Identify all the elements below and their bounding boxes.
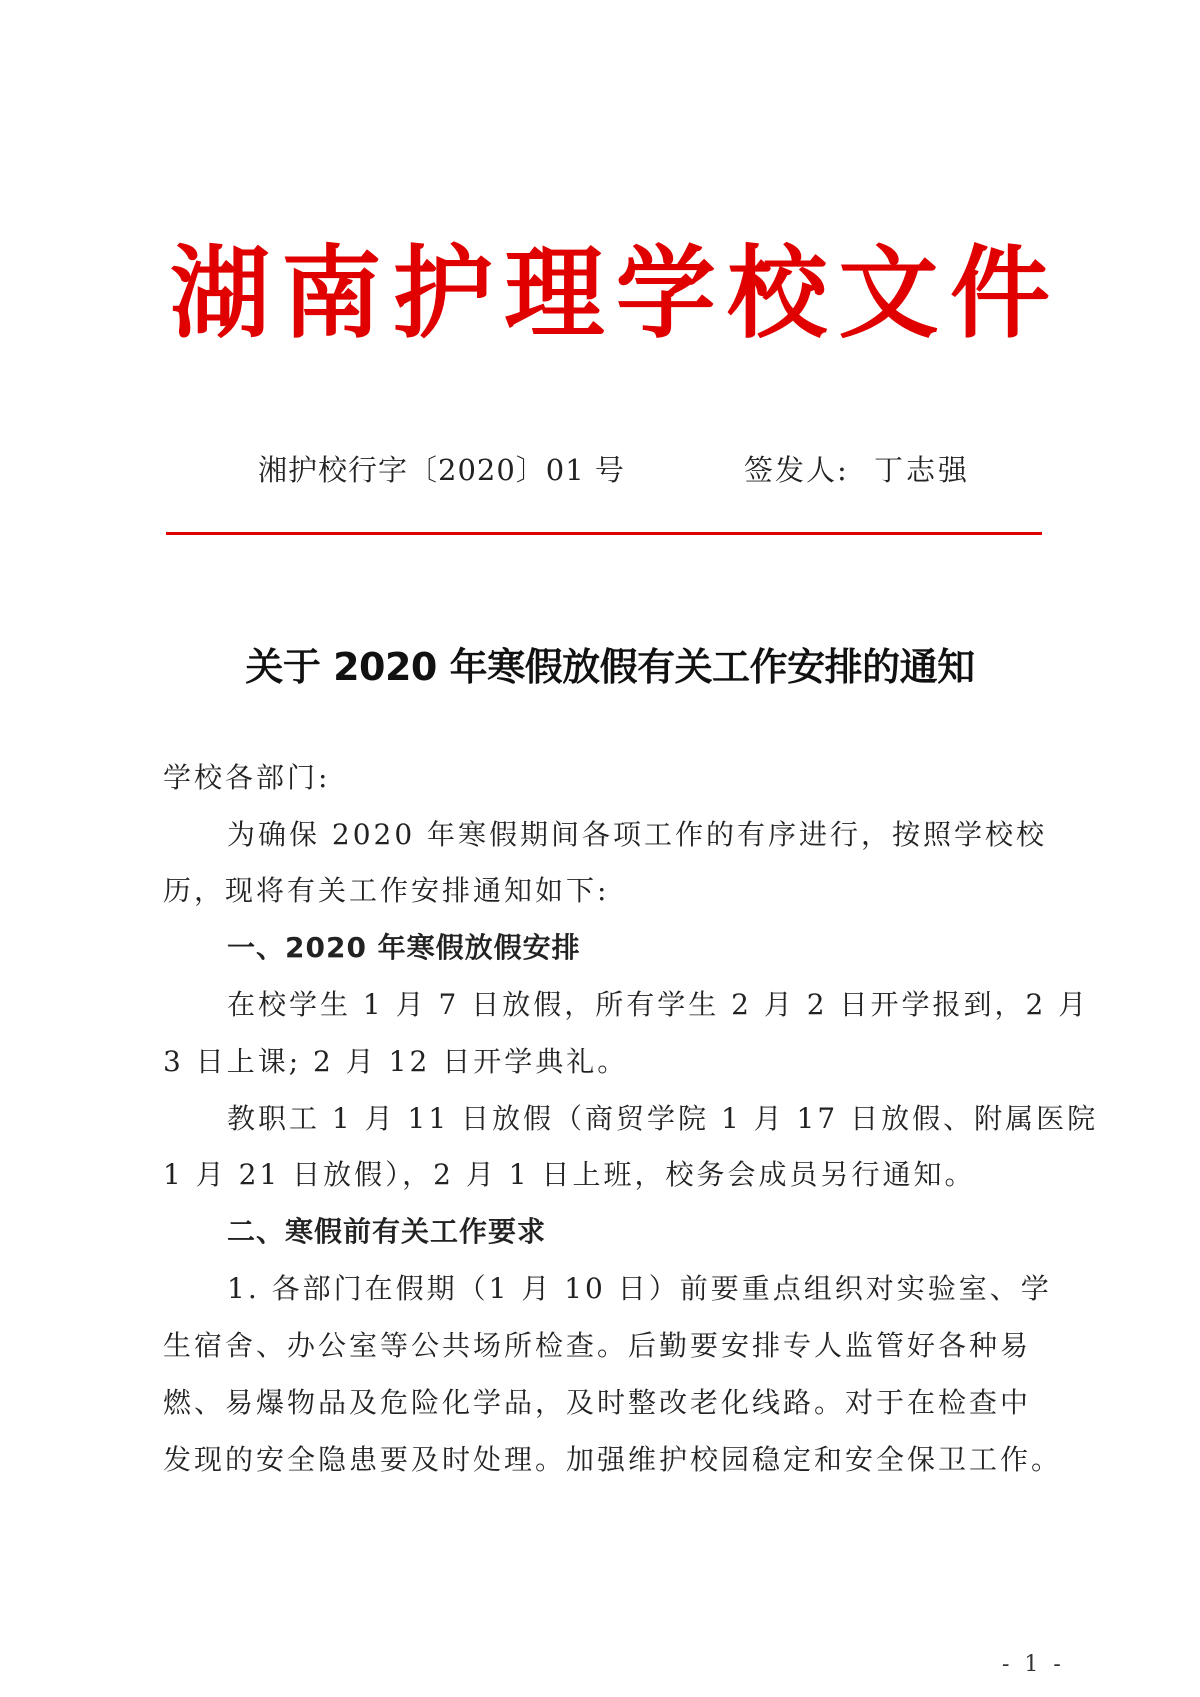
paragraph-line: 在校学生 1 月 7 日放假，所有学生 2 月 2 日开学报到，2 月: [227, 988, 1090, 1021]
paragraph-line: 燃、易爆物品及危险化学品，及时整改老化线路。对于在检查中: [163, 1386, 1032, 1419]
paragraph-line: 发现的安全隐患要及时处理。加强维护校园稳定和安全保卫工作。: [163, 1443, 1063, 1476]
document-meta: [0, 448, 1200, 488]
intro-line: 历，现将有关工作安排通知如下:: [163, 874, 610, 907]
paragraph-line: 3 日上课; 2 月 12 日开学典礼。: [163, 1045, 629, 1078]
intro-line: 为确保 2020 年寒假期间各项工作的有序进行，按照学校校: [227, 818, 1048, 851]
paragraph-line: 1 月 21 日放假），2 月 1 日上班，校务会成员另行通知。: [163, 1158, 976, 1191]
red-divider: [166, 532, 1042, 535]
header-char: 校: [727, 234, 828, 352]
paragraph-line: 1. 各部门在假期（1 月 10 日）前要重点组织对实验室、学: [227, 1272, 1052, 1305]
paragraph-line: 教职工 1 月 11 日放假（商贸学院 1 月 17 日放假、附属医院: [227, 1102, 1099, 1135]
issuer-name: 丁志强: [874, 453, 971, 487]
header-char: 南: [281, 234, 382, 352]
page-number: - 1 -: [1002, 1652, 1065, 1677]
header-char: 件: [949, 234, 1050, 352]
section-heading: 一、2020 年寒假放假安排: [227, 931, 581, 964]
header-char: 护: [392, 234, 493, 352]
paragraph-line: 生宿舍、办公室等公共场所检查。后勤要安排专人监管好各种易: [163, 1329, 1032, 1362]
header-char: 文: [838, 234, 939, 352]
header-char: 理: [504, 234, 605, 352]
header-char: 学: [615, 234, 716, 352]
issuer-label: 签发人:: [744, 453, 849, 487]
document-number: 湘护校行字〔2020〕01 号: [258, 453, 625, 487]
header-char: 湖: [170, 234, 270, 352]
salutation: 学校各部门:: [163, 761, 331, 794]
document-header: [170, 228, 1050, 358]
document-title: 关于 2020 年寒假放假有关工作安排的通知: [245, 645, 975, 689]
section-heading: 二、寒假前有关工作要求: [227, 1215, 547, 1248]
